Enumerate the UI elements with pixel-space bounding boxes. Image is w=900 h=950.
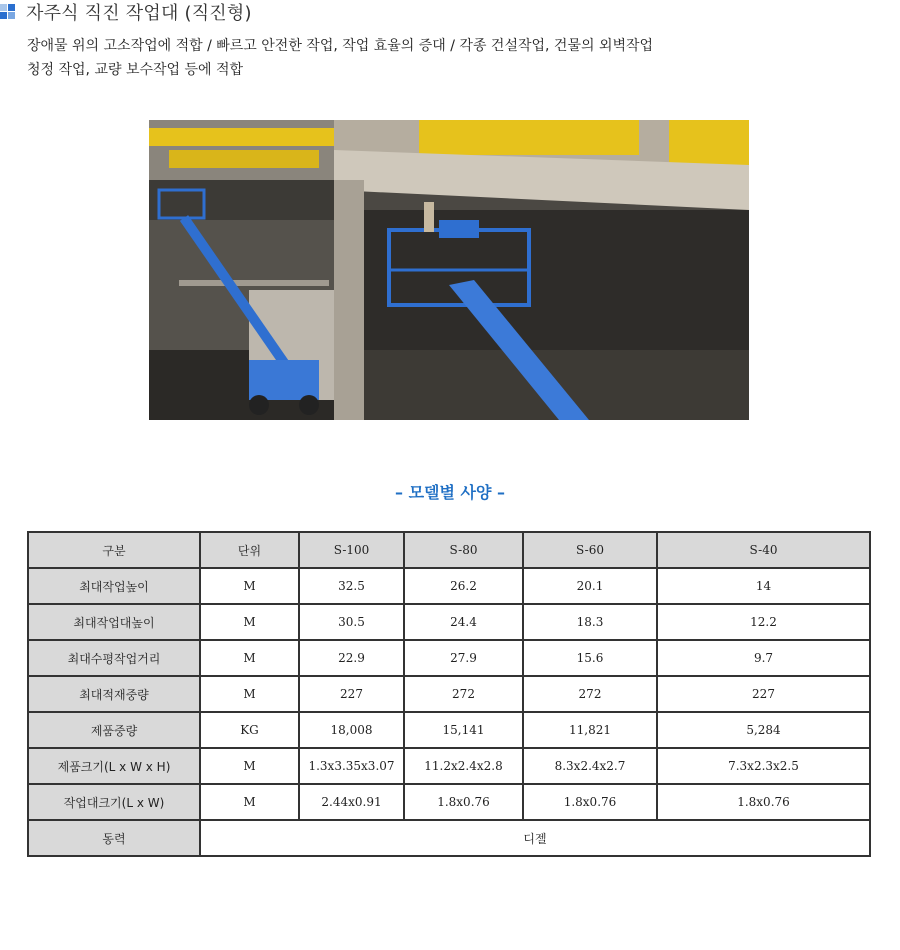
value-cell: 272 [404, 676, 523, 712]
header-cell: S-60 [523, 532, 657, 568]
table-row [28, 784, 870, 820]
row-label: 작업대크기(L x W) [28, 784, 200, 820]
unit-cell: M [200, 568, 299, 604]
value-cell: 9.7 [657, 640, 870, 676]
page-title: 자주식 직진 작업대 (직진형) [26, 3, 252, 24]
table-row-power [28, 820, 870, 856]
description-line: 장애물 위의 고소작업에 적합 / 빠르고 안전한 작업, 작업 효율의 증대 / 각종 건설작업, 건물의 외벽작업 [27, 38, 654, 54]
row-label: 최대수평작업거리 [28, 640, 200, 676]
product-photo [149, 120, 749, 420]
value-cell: 1.8x0.76 [523, 784, 657, 820]
table-row [28, 676, 870, 712]
value-cell: 32.5 [299, 568, 404, 604]
value-cell: 18,008 [299, 712, 404, 748]
header-cell: S-40 [657, 532, 870, 568]
value-cell: 2.44x0.91 [299, 784, 404, 820]
row-label: 제품크기(L x W x H) [28, 748, 200, 784]
value-cell: 1.8x0.76 [404, 784, 523, 820]
header-cell: S-80 [404, 532, 523, 568]
value-cell: 272 [523, 676, 657, 712]
table-row [28, 712, 870, 748]
row-label: 제품중량 [28, 712, 200, 748]
value-cell: 1.3x3.35x3.07 [299, 748, 404, 784]
unit-cell: M [200, 604, 299, 640]
section-heading-model-specs: – 모델별 사양 – [395, 483, 505, 502]
unit-cell: M [200, 748, 299, 784]
value-cell: 27.9 [404, 640, 523, 676]
value-cell: 11,821 [523, 712, 657, 748]
value-cell: 14 [657, 568, 870, 604]
power-value-cell: 디젤 [200, 820, 870, 856]
value-cell: 30.5 [299, 604, 404, 640]
value-cell: 5,284 [657, 712, 870, 748]
spec-table [27, 531, 871, 857]
table-row [28, 748, 870, 784]
value-cell: 15,141 [404, 712, 523, 748]
table-header-row [28, 532, 870, 568]
unit-cell: M [200, 784, 299, 820]
description-line: 청정 작업, 교량 보수작업 등에 적합 [27, 62, 244, 78]
unit-cell: KG [200, 712, 299, 748]
value-cell: 24.4 [404, 604, 523, 640]
value-cell: 227 [299, 676, 404, 712]
header-cell: S-100 [299, 532, 404, 568]
row-label: 동력 [28, 820, 200, 856]
value-cell: 11.2x2.4x2.8 [404, 748, 523, 784]
page-header [0, 0, 252, 24]
value-cell: 8.3x2.4x2.7 [523, 748, 657, 784]
value-cell: 12.2 [657, 604, 870, 640]
value-cell: 227 [657, 676, 870, 712]
value-cell: 22.9 [299, 640, 404, 676]
value-cell: 20.1 [523, 568, 657, 604]
value-cell: 7.3x2.3x2.5 [657, 748, 870, 784]
value-cell: 15.6 [523, 640, 657, 676]
table-row [28, 640, 870, 676]
unit-cell: M [200, 676, 299, 712]
value-cell: 26.2 [404, 568, 523, 604]
header-cell: 단위 [200, 532, 299, 568]
row-label: 최대적재중량 [28, 676, 200, 712]
header-cell: 구분 [28, 532, 200, 568]
unit-cell: M [200, 640, 299, 676]
table-row [28, 604, 870, 640]
row-label: 최대작업높이 [28, 568, 200, 604]
product-description [27, 34, 653, 82]
row-label: 최대작업대높이 [28, 604, 200, 640]
table-row [28, 568, 870, 604]
blue-squares-icon [0, 4, 16, 20]
value-cell: 1.8x0.76 [657, 784, 870, 820]
value-cell: 18.3 [523, 604, 657, 640]
